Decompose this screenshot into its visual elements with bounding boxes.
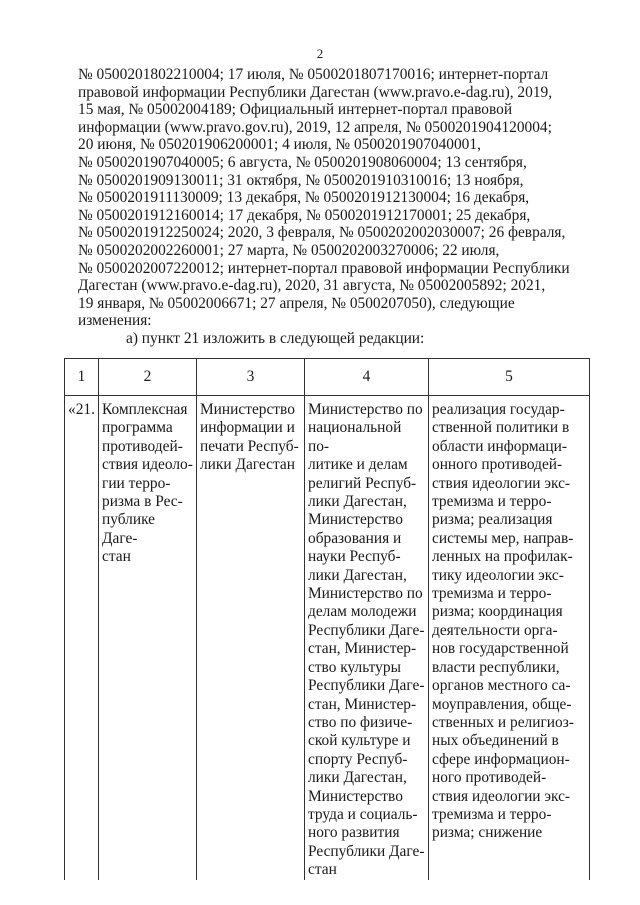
table-row	[65, 396, 590, 880]
cell-line: публике Даге-	[102, 511, 156, 547]
cell-line: стан, Министер-	[308, 640, 417, 658]
cell-line: онного противодей-	[432, 456, 563, 474]
cell-line: ных объединений в	[432, 732, 559, 750]
cell-line: Министерство по	[308, 585, 423, 603]
program-name-cell	[99, 396, 197, 880]
body-line: № 0500201911130009; 13 декабря, № 0500201912130004; 16 декабря,	[78, 189, 530, 207]
cell-line: деятельности орга-	[432, 621, 558, 639]
cell-line: лики Дагестан	[200, 456, 295, 474]
cell-line: гии терро-	[102, 474, 171, 492]
table-header-cell: 2	[99, 359, 197, 396]
cell-line: ственных и религиоз-	[432, 713, 574, 731]
cell-line: религий Респуб-	[308, 474, 417, 492]
body-line: № 0500202007220012; интернет-портал правовой информации Республики	[78, 259, 570, 277]
cell-line: ризма в Рес-	[102, 493, 183, 511]
body-line: № 0500202002260001; 27 марта, № 0500202003270006; 22 июля,	[78, 241, 500, 259]
cell-line: науки Респуб-	[308, 548, 401, 566]
body-line: 19 января, № 05002006671; 27 апреля, № 0500207050), следующие	[78, 294, 515, 312]
cell-line: ризма; координация	[432, 603, 563, 621]
goals-cell	[429, 396, 590, 880]
cell-line: ство культуры	[308, 658, 401, 676]
cell-line: власти республики,	[432, 658, 560, 676]
cell-line: лики Дагестан,	[308, 493, 407, 511]
table-header-cell: 1	[65, 359, 99, 396]
table-header-cell: 5	[429, 359, 590, 396]
program-table	[64, 358, 590, 880]
cell-line: Министерство	[308, 787, 403, 805]
cell-line: Министерство по	[308, 401, 423, 418]
cell-line: литике и делам	[308, 456, 408, 474]
body-line: Дагестан (www.pravo.e-dag.ru), 2020, 31 августа, № 05002005892; 2021,	[78, 277, 546, 295]
table-header-cell: 3	[197, 359, 305, 396]
cell-line: стан, Министер-	[308, 695, 417, 713]
cell-line: системы мер, направ-	[432, 529, 574, 547]
item-number-cell: «21.	[65, 396, 99, 880]
table-header-cell: 4	[305, 359, 429, 396]
cell-line: лики Дагестан,	[308, 769, 407, 787]
cell-line: Республики Даге-	[308, 621, 425, 639]
cell-line: ствия идеоло-	[102, 456, 193, 474]
body-line: изменения:	[78, 312, 152, 330]
cell-line: реализация государ-	[432, 401, 565, 418]
cell-line: Республики Даге-	[308, 842, 425, 860]
cell-line: органов местного са-	[432, 677, 571, 695]
body-line: правовой информации Республики Дагестан (www.pravo.e-dag.ru), 2019,	[78, 83, 553, 101]
body-line: № 0500201912160014; 17 декабря, № 0500201912170001; 25 декабря,	[78, 206, 531, 224]
page-number: 2	[316, 46, 324, 61]
cell-line: ризма; реализация	[432, 511, 553, 529]
cell-line: образования и	[308, 529, 402, 547]
cell-line: Министерство	[308, 511, 403, 529]
cell-line: Комплексная	[102, 401, 188, 418]
cell-line: ного развития	[308, 824, 400, 842]
cell-line: тремизма и терро-	[432, 585, 552, 603]
cell-line: информации и	[200, 419, 295, 437]
body-text	[78, 66, 572, 330]
cell-line: ской культуре и	[308, 732, 411, 750]
body-line: № 0500201802210004; 17 июля, № 0500201807170016; интернет-портал	[78, 66, 549, 83]
cell-line: печати Респуб-	[200, 437, 299, 455]
cell-line: области информаци-	[432, 437, 567, 455]
table-header-row	[65, 359, 590, 396]
cell-line: ствия идеологии экс-	[432, 787, 571, 805]
cell-line: ного противодей-	[432, 769, 547, 787]
cell-line: нов государственной	[432, 640, 569, 658]
cell-line: ленных на профилак-	[432, 548, 573, 566]
cell-line: Республики Даге-	[308, 677, 425, 695]
cell-line: тремизма и терро-	[432, 493, 552, 511]
cell-line: сфере информацион-	[432, 750, 570, 768]
cell-line: труда и социаль-	[308, 805, 418, 823]
cell-line: ственной политики в	[432, 419, 570, 437]
body-line: 20 июня, № 050201906200001; 4 июля, № 0500201907040001,	[78, 136, 481, 154]
cell-line: моуправления, обще-	[432, 695, 572, 713]
body-line: № 0500201907040005; 6 августа, № 0500201908060004; 13 сентября,	[78, 153, 527, 171]
cell-line: лики Дагестан,	[308, 566, 407, 584]
cell-line: ство по физиче-	[308, 713, 413, 731]
cell-line: спорту Респуб-	[308, 750, 408, 768]
cell-line: ствия идеологии экс-	[432, 474, 571, 492]
responsible-executor-cell	[197, 396, 305, 880]
body-line: № 0500201912250024; 2020, 3 февраля, № 0500202002030007; 26 февраля,	[78, 224, 566, 242]
cell-line: делам молодежи	[308, 603, 417, 621]
sub-item-a: а) пункт 21 изложить в следующей редакции:	[126, 330, 425, 347]
cell-line: национальной по-	[308, 419, 402, 455]
cell-line: ризма; снижение	[432, 824, 543, 842]
cell-line: Министерство	[200, 401, 295, 418]
body-line: информации (www.pravo.gov.ru), 2019, 12 апреля, № 0500201904120004;	[78, 118, 552, 136]
cell-line: программа	[102, 419, 173, 437]
cell-line: стан	[308, 861, 337, 879]
cell-line: тремизма и терро-	[432, 805, 552, 823]
cell-line: тику идеологии экс-	[432, 566, 564, 584]
coexecutors-cell	[305, 396, 429, 880]
body-line: 15 мая, № 05002004189; Официальный интернет-портал правовой	[78, 101, 513, 119]
cell-line: стан	[102, 548, 131, 566]
cell-line: противодей-	[102, 437, 183, 455]
body-line: № 0500201909130011; 31 октября, № 0500201910310016; 13 ноября,	[78, 171, 524, 189]
